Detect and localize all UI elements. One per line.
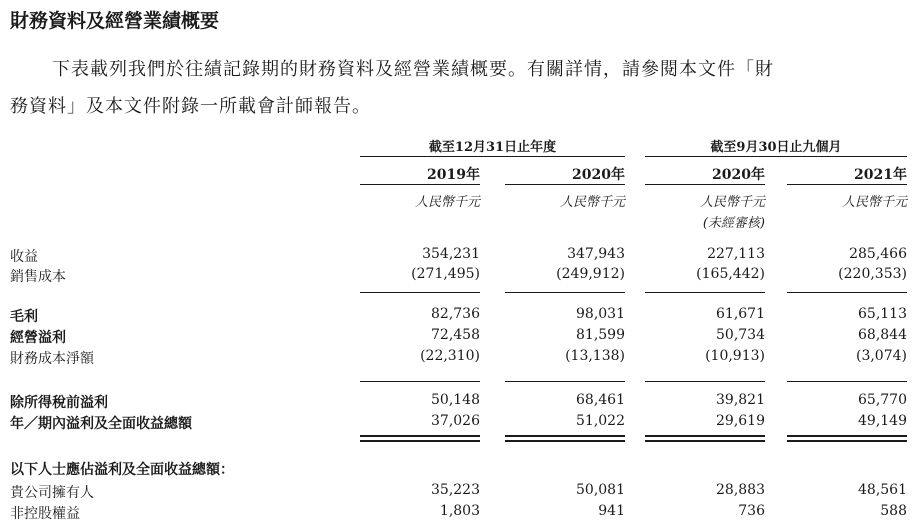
table-cell: 72,458 (431, 327, 480, 343)
row-label: 經營溢利 (10, 330, 66, 346)
group-header-nine-months: 截至9月30日止九個月 (710, 140, 842, 155)
total-double-rule (645, 440, 765, 442)
year-underline (505, 184, 625, 185)
year-header-2021-nine-months: 2021年 (854, 167, 907, 183)
group-underline-nine-months (645, 156, 907, 157)
table-cell: 48,561 (858, 482, 907, 498)
total-double-rule (787, 435, 907, 437)
group-header-annual: 截至12月31日止年度 (428, 140, 557, 155)
table-cell: 68,844 (858, 327, 907, 343)
table-cell: 941 (598, 503, 625, 519)
total-double-rule (360, 435, 480, 437)
table-cell: 28,883 (716, 482, 765, 498)
unit-label: 人民幣千元 (699, 195, 765, 210)
table-cell: 61,671 (716, 306, 765, 322)
table-cell: 37,026 (431, 413, 480, 429)
subtotal-rule (505, 381, 625, 382)
intro-line-1: 下表載列我們於往績記錄期的財務資料及經營業績概要。有關詳情，請參閱本文件「財 (52, 59, 774, 80)
row-label: 除所得稅前溢利 (10, 395, 108, 411)
table-cell: 35,223 (431, 482, 480, 498)
table-cell: 1,803 (439, 503, 480, 519)
table-cell: (10,913) (705, 348, 765, 364)
table-cell: 347,943 (567, 246, 625, 262)
table-cell: 50,734 (716, 327, 765, 343)
table-cell: 65,770 (858, 392, 907, 408)
row-label: 非控股權益 (10, 506, 80, 522)
table-cell: 50,081 (576, 482, 625, 498)
row-label: 財務成本淨額 (10, 351, 94, 367)
row-label: 收益 (10, 249, 38, 265)
subtotal-rule (787, 292, 907, 293)
total-double-rule (645, 435, 765, 437)
subtotal-rule (360, 292, 480, 293)
unaudited-note: (未經審核) (702, 216, 765, 231)
section-title: 財務資料及經營業績概要 (10, 10, 220, 32)
table-cell: (13,138) (565, 348, 625, 364)
total-double-rule (505, 435, 625, 437)
table-cell: 285,466 (849, 246, 907, 262)
table-cell: 98,031 (576, 306, 625, 322)
subtotal-rule (645, 381, 765, 382)
total-double-rule (787, 440, 907, 442)
subtotal-rule (360, 381, 480, 382)
table-cell: 81,599 (576, 327, 625, 343)
table-cell: (165,442) (696, 266, 765, 282)
table-cell: 50,148 (431, 392, 480, 408)
table-cell: 65,113 (858, 306, 907, 322)
row-label: 年／期內溢利及全面收益總額 (10, 416, 192, 432)
row-label: 銷售成本 (10, 269, 66, 285)
row-label: 貴公司擁有人 (10, 485, 94, 501)
year-header-2020: 2020年 (572, 167, 625, 183)
table-cell: 227,113 (707, 246, 765, 262)
table-cell: (3,074) (855, 348, 907, 364)
total-double-rule (505, 440, 625, 442)
table-cell: (22,310) (420, 348, 480, 364)
subtotal-rule (787, 381, 907, 382)
table-cell: 51,022 (576, 413, 625, 429)
year-underline (645, 184, 765, 185)
total-double-rule (360, 440, 480, 442)
year-underline (787, 184, 907, 185)
unit-label: 人民幣千元 (841, 195, 907, 210)
table-cell: 354,231 (422, 246, 480, 262)
table-cell: 82,736 (431, 306, 480, 322)
table-cell: 736 (738, 503, 765, 519)
table-cell: 29,619 (716, 413, 765, 429)
year-header-2020-nine-months: 2020年 (712, 167, 765, 183)
table-cell: 49,149 (858, 413, 907, 429)
subtotal-rule (505, 292, 625, 293)
table-cell: 588 (880, 503, 907, 519)
subtotal-rule (645, 292, 765, 293)
table-cell: 68,461 (576, 392, 625, 408)
row-label: 毛利 (10, 309, 38, 325)
intro-line-2: 務資料」及本文件附錄一所載會計師報告。 (10, 96, 371, 117)
table-cell: 39,821 (716, 392, 765, 408)
unit-label: 人民幣千元 (414, 195, 480, 210)
year-header-2019: 2019年 (427, 167, 480, 183)
table-cell: (249,912) (556, 266, 625, 282)
unit-label: 人民幣千元 (559, 195, 625, 210)
table-cell: (271,495) (411, 266, 480, 282)
table-cell: (220,353) (838, 266, 907, 282)
row-label: 以下人士應佔溢利及全面收益總額： (10, 462, 234, 478)
year-underline (360, 184, 480, 185)
group-underline-annual (360, 156, 625, 157)
